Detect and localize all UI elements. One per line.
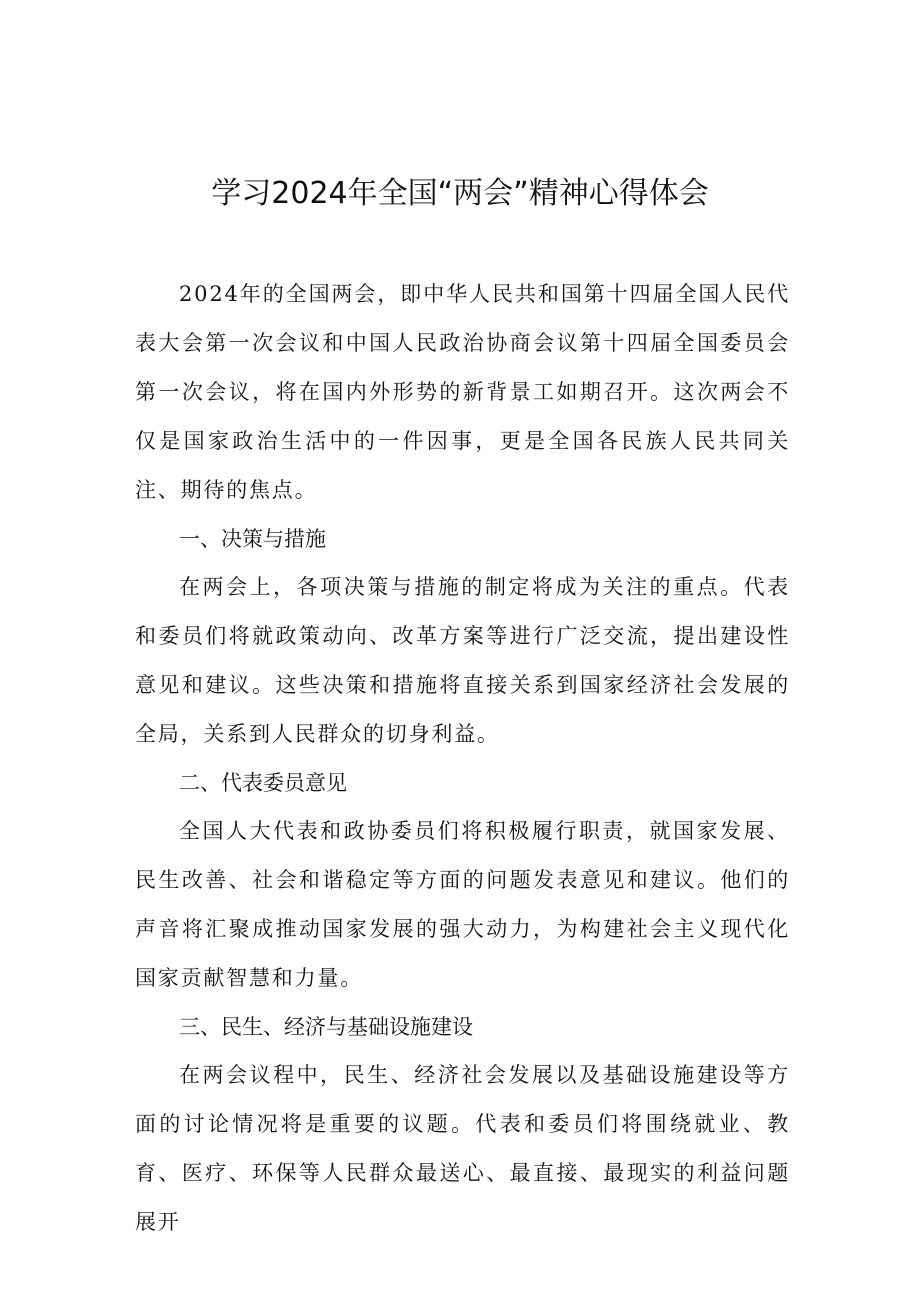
page-title: 学习2024年全国“两会”精神心得体会 [211, 176, 709, 211]
intro-paragraph: 2024年的全国两会，即中华人民共和国第十四届全国人民代表大会第一次会议和中国人民政治协商会议第十四届全国委员会第一次会议，将在国内外形势的新背景工如期召开。这次两会不仅是国家政治生活中的一件因事，更是全国各民族人民共同关注、期待的焦点。 [135, 282, 790, 502]
section-paragraph-3: 在两会议程中，民生、经济社会发展以及基础设施建设等方面的讨论情况将是重要的议题。代表和委员们将围绕就业、教育、医疗、环保等人民群众最送心、最直接、最现实的利益问题展开 [135, 1063, 790, 1234]
section-heading-1: 一、决策与措施 [179, 527, 326, 551]
section-heading-2: 二、代表委员意见 [179, 771, 347, 795]
section-heading-3: 三、民生、经济与基础设施建设 [179, 1015, 473, 1039]
section-paragraph-2: 全国人大代表和政协委员们将积极履行职责，就国家发展、民生改善、社会和谐稳定等方面的问题发表意见和建议。他们的声音将汇聚成推动国家发展的强大动力，为构建社会主义现代化国家贡献智慧和力量。 [135, 819, 790, 990]
section-paragraph-1: 在两会上，各项决策与措施的制定将成为关注的重点。代表和委员们将就政策动向、改革方案等进行广泛交流，提出建设性意见和建议。这些决策和措施将直接关系到国家经济社会发展的全局，关系到人民群众的切身利益。 [135, 575, 790, 746]
